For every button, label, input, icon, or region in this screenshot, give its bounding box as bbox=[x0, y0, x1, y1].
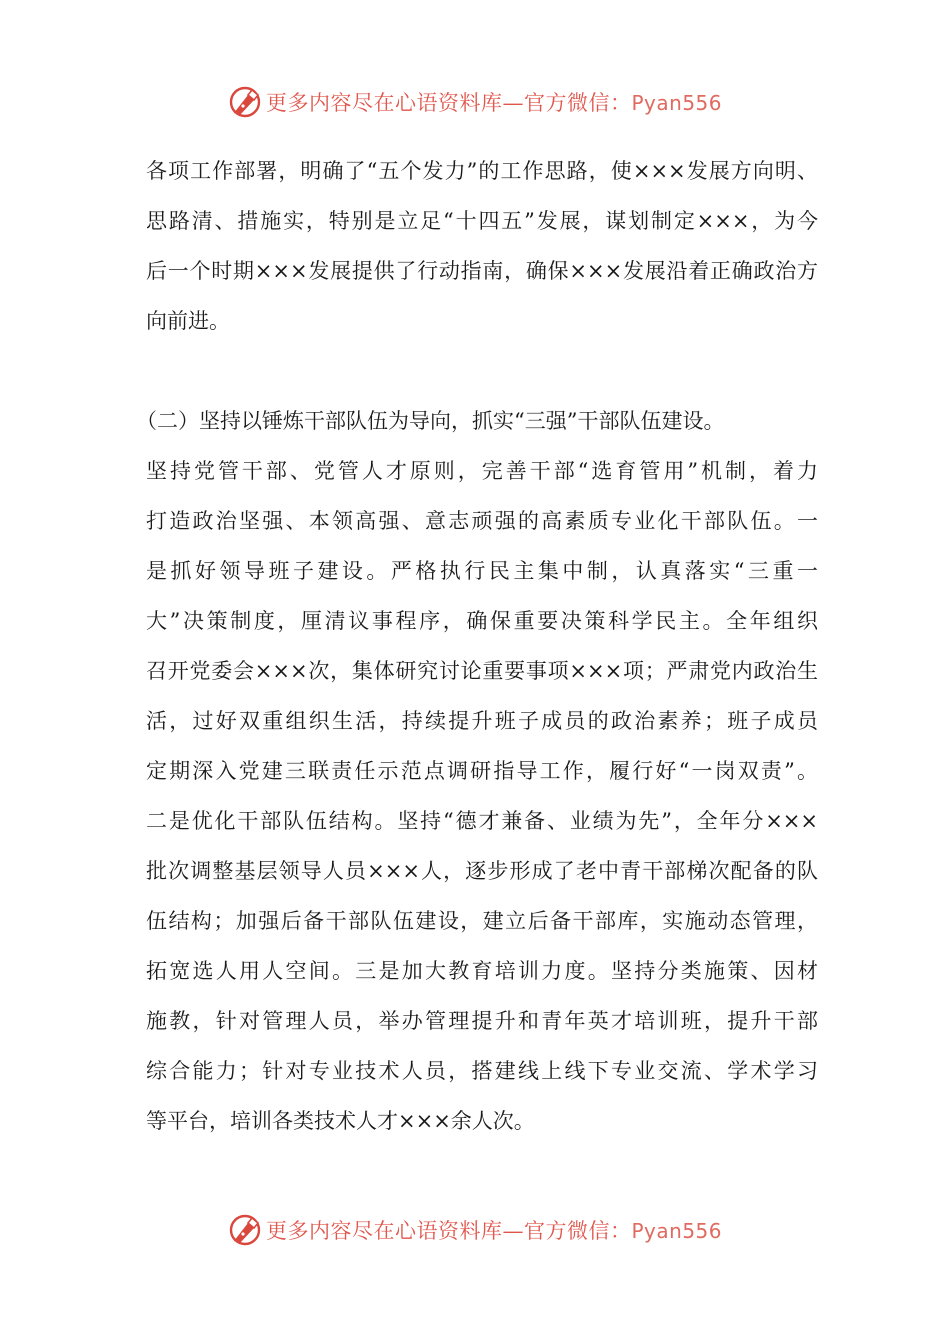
section-heading: （二）坚持以锤炼干部队伍为导向，抓实“三强”干部队伍建设。 bbox=[136, 409, 725, 433]
paragraph-line: 伍结构；加强后备干部队伍建设，建立后备干部库，实施动态管理， bbox=[146, 909, 818, 933]
paragraph-line: 大”决策制度，厘清议事程序，确保重要决策科学民主。全年组织 bbox=[146, 609, 818, 633]
paragraph-line: 打造政治坚强、本领高强、意志顽强的高素质专业化干部队伍。一 bbox=[146, 509, 818, 533]
paragraph-line: 各项工作部署，明确了“五个发力”的工作思路，使×××发展方向明、 bbox=[146, 159, 818, 183]
footer-watermark-text: 更多内容尽在心语资料库—官方微信：Pyan556 bbox=[265, 1219, 722, 1243]
header-watermark-text: 更多内容尽在心语资料库—官方微信：Pyan556 bbox=[265, 91, 722, 115]
paragraph-line: 是抓好领导班子建设。严格执行民主集中制，认真落实“三重一 bbox=[146, 559, 818, 583]
paragraph-1 bbox=[146, 146, 818, 346]
paragraph-line: 坚持党管干部、党管人才原则，完善干部“选育管用”机制，着力 bbox=[146, 459, 818, 483]
paragraph-line: 召开党委会×××次，集体研究讨论重要事项×××项；严肃党内政治生 bbox=[146, 659, 818, 683]
paragraph-line: 思路清、措施实，特别是立足“十四五”发展，谋划制定×××，为今 bbox=[146, 209, 818, 233]
paragraph-line: 批次调整基层领导人员×××人，逐步形成了老中青干部梯次配备的队 bbox=[146, 859, 818, 883]
header-watermark-banner bbox=[0, 80, 950, 124]
paragraph-line: 拓宽选人用人空间。三是加大教育培训力度。坚持分类施策、因材 bbox=[146, 959, 818, 983]
document-body bbox=[136, 146, 818, 1146]
pen-nib-circle-icon bbox=[228, 1213, 262, 1247]
footer-watermark-banner bbox=[0, 1208, 950, 1252]
paragraph-line: 施教，针对管理人员，举办管理提升和青年英才培训班，提升干部 bbox=[146, 1009, 818, 1033]
paragraph-2 bbox=[146, 446, 818, 1146]
pen-nib-circle-icon bbox=[228, 85, 262, 119]
paragraph-line: 二是优化干部队伍结构。坚持“德才兼备、业绩为先”，全年分××× bbox=[146, 809, 818, 833]
header-watermark-wechat-id: Pyan556 bbox=[631, 91, 722, 115]
paragraph-line: 后一个时期×××发展提供了行动指南，确保×××发展沿着正确政治方 bbox=[146, 259, 818, 283]
paragraph-line: 向前进。 bbox=[146, 309, 230, 333]
paragraph-line: 等平台，培训各类技术人才×××余人次。 bbox=[146, 1109, 535, 1133]
paragraph-line: 活，过好双重组织生活，持续提升班子成员的政治素养；班子成员 bbox=[146, 709, 818, 733]
paragraph-spacer bbox=[146, 346, 818, 396]
paragraph-line: 定期深入党建三联责任示范点调研指导工作，履行好“一岗双责”。 bbox=[146, 759, 818, 783]
paragraph-line: 综合能力；针对专业技术人员，搭建线上线下专业交流、学术学习 bbox=[146, 1059, 818, 1083]
footer-watermark-wechat-id: Pyan556 bbox=[631, 1219, 722, 1243]
